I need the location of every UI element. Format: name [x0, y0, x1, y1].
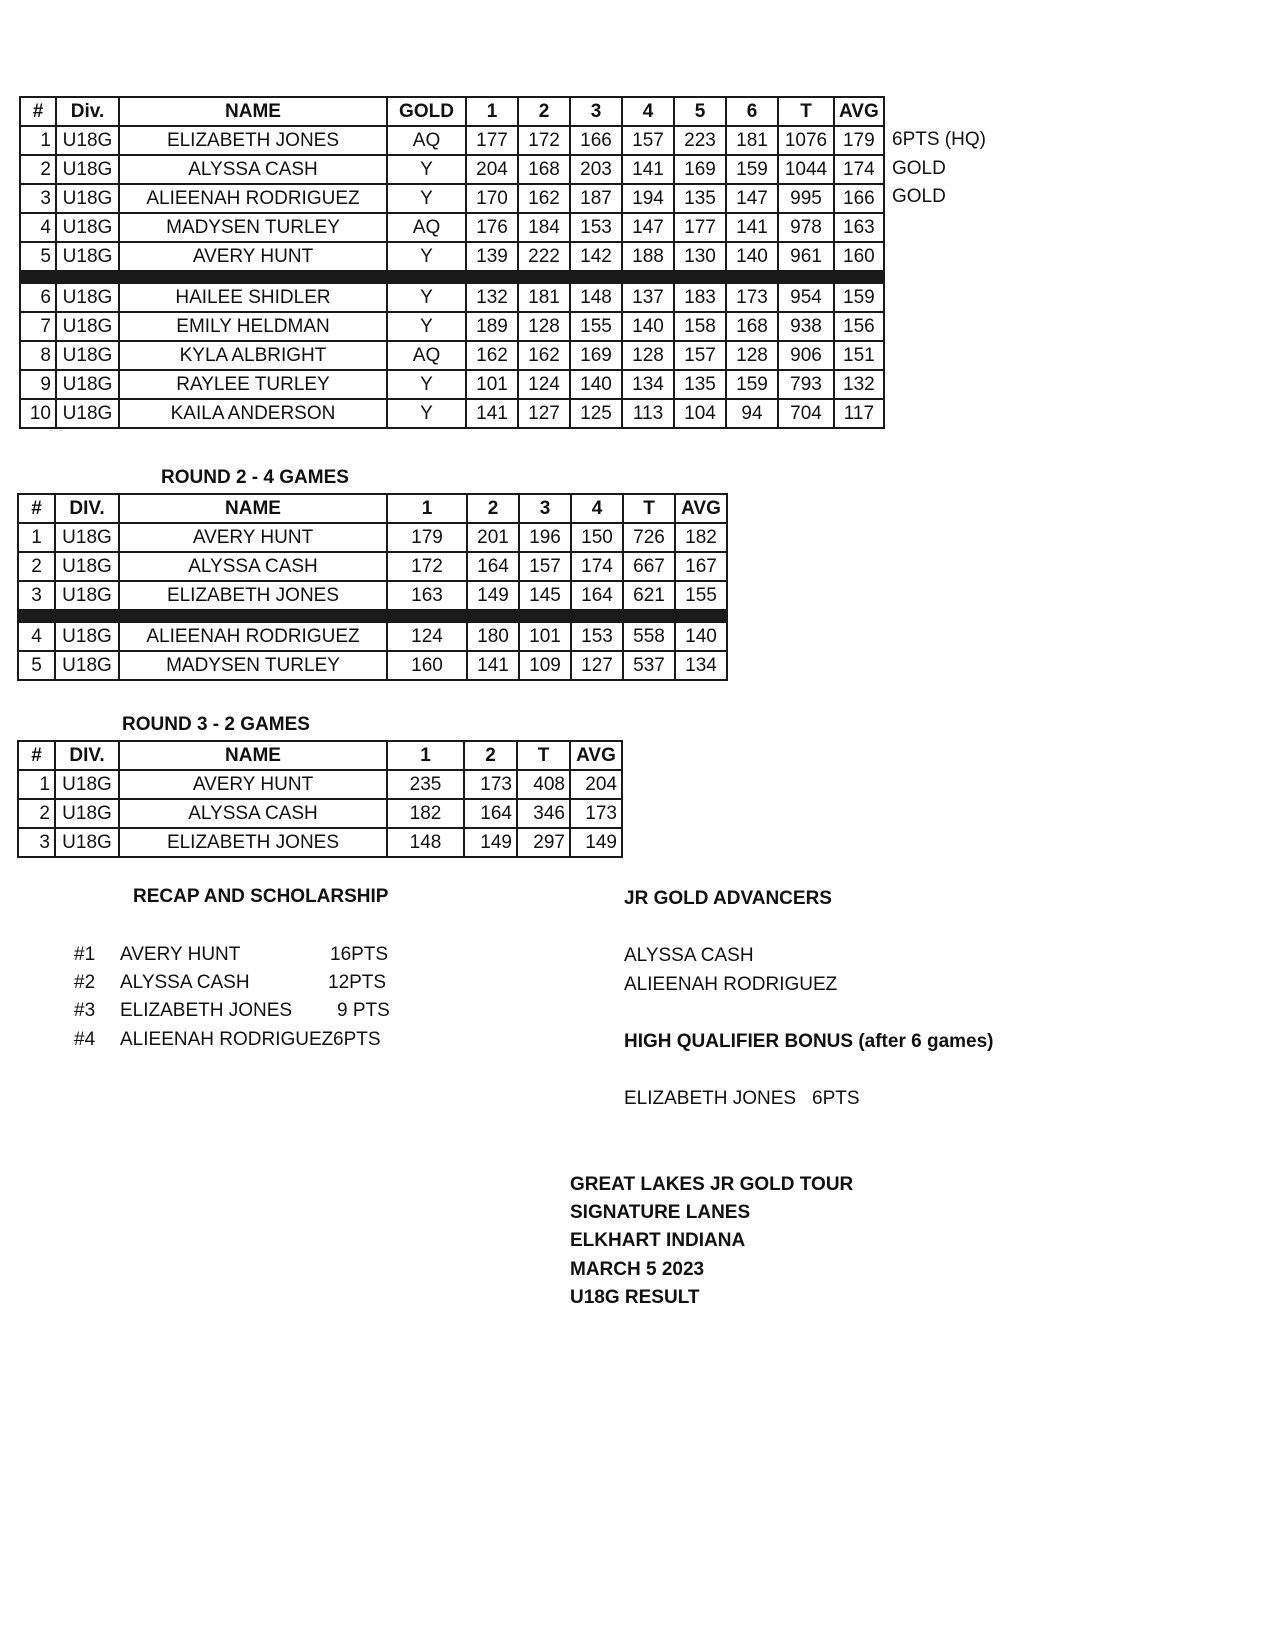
table-cell: U18G — [55, 651, 119, 680]
table-cell: 127 — [571, 651, 623, 680]
table-cell: 995 — [778, 184, 834, 213]
round2-header-row — [18, 494, 727, 523]
table-cell: 1044 — [778, 155, 834, 184]
table-cell: 168 — [518, 155, 570, 184]
table-cell: 164 — [571, 581, 623, 610]
table-cell: 223 — [674, 126, 726, 155]
column-header: 3 — [570, 97, 622, 126]
table-cell: 183 — [674, 283, 726, 312]
recap-pts-3: 9 PTS — [337, 1000, 390, 1021]
table-cell: 150 — [571, 523, 623, 552]
table-cell: 177 — [466, 126, 518, 155]
table-cell: RAYLEE TURLEY — [119, 370, 387, 399]
round1-header-row — [20, 97, 884, 126]
table-row — [20, 341, 884, 370]
table-cell: 94 — [726, 399, 778, 428]
table-cell: 127 — [518, 399, 570, 428]
table-row — [18, 828, 622, 857]
table-cell: 170 — [466, 184, 518, 213]
table-cell: 4 — [20, 213, 56, 242]
table-cell: 346 — [517, 799, 570, 828]
table-cell: 1076 — [778, 126, 834, 155]
table-cell: HAILEE SHIDLER — [119, 283, 387, 312]
table-row — [18, 651, 727, 680]
table-cell: U18G — [56, 341, 119, 370]
table-cell: 163 — [834, 213, 884, 242]
table-cell: 141 — [726, 213, 778, 242]
table-cell: 3 — [20, 184, 56, 213]
recap-rank-2: #2 — [74, 972, 96, 993]
table-cell: 537 — [623, 651, 675, 680]
table-cell: 166 — [570, 126, 622, 155]
column-header: 5 — [674, 97, 726, 126]
table-cell: 173 — [570, 799, 622, 828]
column-header: 1 — [387, 494, 467, 523]
table-cell: U18G — [55, 581, 119, 610]
table-cell: 2 — [18, 799, 55, 828]
table-cell: 10 — [20, 399, 56, 428]
table-cell: 2 — [20, 155, 56, 184]
table-cell: 194 — [622, 184, 674, 213]
column-header: NAME — [119, 97, 387, 126]
table-row — [18, 581, 727, 610]
round3-title: ROUND 3 - 2 GAMES — [122, 714, 310, 735]
table-cell: 149 — [467, 581, 519, 610]
table-cell: AQ — [387, 341, 466, 370]
table-cell: 137 — [622, 283, 674, 312]
table-cell: 124 — [387, 622, 467, 651]
column-header: AVG — [675, 494, 727, 523]
table-cell: 153 — [570, 213, 622, 242]
table-cell: 961 — [778, 242, 834, 271]
table-cell: AVERY HUNT — [119, 770, 387, 799]
round3-table — [17, 740, 623, 858]
column-header: DIV. — [55, 741, 119, 770]
table-row — [20, 370, 884, 399]
table-cell: U18G — [56, 155, 119, 184]
event-location: ELKHART INDIANA — [570, 1230, 746, 1251]
table-cell: 793 — [778, 370, 834, 399]
table-cell: ALYSSA CASH — [119, 799, 387, 828]
table-cell: 142 — [570, 242, 622, 271]
table-cell: Y — [387, 155, 466, 184]
table-cell: 145 — [519, 581, 571, 610]
table-row — [20, 155, 884, 184]
table-cell: ALYSSA CASH — [119, 552, 387, 581]
round1-note-2: GOLD — [892, 158, 946, 179]
table-cell: 558 — [623, 622, 675, 651]
table-cell: 156 — [834, 312, 884, 341]
table-cell: 188 — [622, 242, 674, 271]
table-cell: 140 — [622, 312, 674, 341]
table-cell: 408 — [517, 770, 570, 799]
table-cell: Y — [387, 184, 466, 213]
table-row — [20, 312, 884, 341]
table-cell: 172 — [387, 552, 467, 581]
table-cell: 117 — [834, 399, 884, 428]
advancers-title: JR GOLD ADVANCERS — [624, 888, 832, 909]
table-cell: 176 — [466, 213, 518, 242]
table-cell: Y — [387, 370, 466, 399]
table-row — [20, 283, 884, 312]
table-cell: 104 — [674, 399, 726, 428]
table-cell: U18G — [56, 399, 119, 428]
table-cell: 109 — [519, 651, 571, 680]
table-cell: 157 — [519, 552, 571, 581]
table-cell: 621 — [623, 581, 675, 610]
table-cell: 140 — [675, 622, 727, 651]
table-cell: 181 — [726, 126, 778, 155]
recap-rank-4: #4 — [74, 1029, 96, 1050]
table-cell: KAILA ANDERSON — [119, 399, 387, 428]
table-cell: 704 — [778, 399, 834, 428]
round1-note-1: 6PTS (HQ) — [892, 129, 986, 150]
table-cell: 184 — [518, 213, 570, 242]
table-cell: AVERY HUNT — [119, 242, 387, 271]
recap-pts-2: 12PTS — [328, 972, 387, 993]
table-cell: 5 — [18, 651, 55, 680]
table-cell: U18G — [55, 770, 119, 799]
table-cell: 147 — [726, 184, 778, 213]
table-cell: U18G — [55, 622, 119, 651]
table-cell: 113 — [622, 399, 674, 428]
column-header: # — [18, 741, 55, 770]
table-cell: AQ — [387, 213, 466, 242]
table-cell: 155 — [675, 581, 727, 610]
table-cell: 135 — [674, 370, 726, 399]
high-qualifier-pts: 6PTS — [812, 1088, 860, 1109]
column-header: # — [18, 494, 55, 523]
table-cell: 130 — [674, 242, 726, 271]
round3-header-row — [18, 741, 622, 770]
table-cell: 182 — [675, 523, 727, 552]
table-cell: 196 — [519, 523, 571, 552]
table-cell: 222 — [518, 242, 570, 271]
table-cell: 179 — [387, 523, 467, 552]
table-cell: Y — [387, 283, 466, 312]
table-cell: ALIEENAH RODRIGUEZ — [119, 184, 387, 213]
table-cell: 978 — [778, 213, 834, 242]
table-cell: AQ — [387, 126, 466, 155]
table-cell: 153 — [571, 622, 623, 651]
table-cell: U18G — [56, 126, 119, 155]
column-header: 2 — [464, 741, 517, 770]
table-cell: ELIZABETH JONES — [119, 126, 387, 155]
table-row — [20, 242, 884, 271]
table-cell: 181 — [518, 283, 570, 312]
table-cell: 938 — [778, 312, 834, 341]
column-header: # — [20, 97, 56, 126]
table-cell: 162 — [466, 341, 518, 370]
recap-rank-1: #1 — [74, 944, 96, 965]
table-row — [18, 622, 727, 651]
table-cell: U18G — [56, 242, 119, 271]
table-cell: 204 — [570, 770, 622, 799]
table-cell: 6 — [20, 283, 56, 312]
round1-table — [19, 96, 885, 429]
table-cell: 148 — [570, 283, 622, 312]
table-cell: 140 — [726, 242, 778, 271]
table-cell: 159 — [834, 283, 884, 312]
table-cell: 160 — [387, 651, 467, 680]
table-cell: MADYSEN TURLEY — [119, 651, 387, 680]
table-cell: 128 — [622, 341, 674, 370]
table-cell: 134 — [675, 651, 727, 680]
table-cell: 3 — [18, 581, 55, 610]
table-cell: 169 — [570, 341, 622, 370]
event-venue: SIGNATURE LANES — [570, 1202, 751, 1223]
table-cell: 168 — [726, 312, 778, 341]
recap-name-4: ALIEENAH RODRIGUEZ — [120, 1029, 334, 1050]
table-cell: 954 — [778, 283, 834, 312]
column-header: 2 — [518, 97, 570, 126]
table-cell: 159 — [726, 370, 778, 399]
table-cell: Y — [387, 399, 466, 428]
column-header: Div. — [56, 97, 119, 126]
table-row — [20, 399, 884, 428]
column-header: AVG — [834, 97, 884, 126]
table-cell: ALIEENAH RODRIGUEZ — [119, 622, 387, 651]
table-cell: 124 — [518, 370, 570, 399]
table-cell: 160 — [834, 242, 884, 271]
column-header: 3 — [519, 494, 571, 523]
table-cell: 162 — [518, 341, 570, 370]
table-cell: 167 — [675, 552, 727, 581]
table-cell: 157 — [674, 341, 726, 370]
table-cell: 141 — [622, 155, 674, 184]
table-cell: 101 — [519, 622, 571, 651]
table-cell: 187 — [570, 184, 622, 213]
table-row — [18, 799, 622, 828]
column-header: 2 — [467, 494, 519, 523]
table-cell: 726 — [623, 523, 675, 552]
table-cell: 7 — [20, 312, 56, 341]
table-cell: 182 — [387, 799, 464, 828]
table-cell: 141 — [467, 651, 519, 680]
table-cell: ELIZABETH JONES — [119, 828, 387, 857]
column-header: 4 — [571, 494, 623, 523]
recap-name-3: ELIZABETH JONES — [120, 1000, 293, 1021]
table-cell: ALYSSA CASH — [119, 155, 387, 184]
recap-name-1: AVERY HUNT — [120, 944, 241, 965]
table-cell: 1 — [18, 770, 55, 799]
table-cell: 132 — [834, 370, 884, 399]
table-cell: 128 — [518, 312, 570, 341]
table-cell: 163 — [387, 581, 467, 610]
table-cell: 149 — [464, 828, 517, 857]
round2-table — [17, 493, 728, 681]
round2-title: ROUND 2 - 4 GAMES — [161, 467, 349, 488]
table-cell: 101 — [466, 370, 518, 399]
table-cell: 174 — [571, 552, 623, 581]
table-row — [18, 523, 727, 552]
table-cell: 128 — [726, 341, 778, 370]
table-cell: Y — [387, 242, 466, 271]
table-cell: 166 — [834, 184, 884, 213]
table-cell: 2 — [18, 552, 55, 581]
high-qualifier-title: HIGH QUALIFIER BONUS (after 6 games) — [624, 1031, 994, 1052]
table-cell: 203 — [570, 155, 622, 184]
table-cell: KYLA ALBRIGHT — [119, 341, 387, 370]
table-cell: 297 — [517, 828, 570, 857]
table-cell: 4 — [18, 622, 55, 651]
table-cell: 148 — [387, 828, 464, 857]
table-cell: U18G — [55, 799, 119, 828]
recap-pts-4: 6PTS — [333, 1029, 381, 1050]
table-cell: 9 — [20, 370, 56, 399]
column-header: 1 — [387, 741, 464, 770]
table-cell: 906 — [778, 341, 834, 370]
table-cell: U18G — [55, 552, 119, 581]
recap-rank-3: #3 — [74, 1000, 96, 1021]
table-cell: 147 — [622, 213, 674, 242]
table-cell: 173 — [464, 770, 517, 799]
table-cell: U18G — [56, 184, 119, 213]
recap-name-2: ALYSSA CASH — [120, 972, 250, 993]
recap-title: RECAP AND SCHOLARSHIP — [133, 886, 389, 907]
column-header: DIV. — [55, 494, 119, 523]
table-cell: ELIZABETH JONES — [119, 581, 387, 610]
table-cell: 235 — [387, 770, 464, 799]
event-date: MARCH 5 2023 — [570, 1259, 705, 1280]
round2-cut-divider — [18, 610, 727, 622]
table-cell: U18G — [56, 312, 119, 341]
table-cell: 139 — [466, 242, 518, 271]
table-cell: U18G — [56, 283, 119, 312]
column-header: NAME — [119, 741, 387, 770]
table-cell: 3 — [18, 828, 55, 857]
event-result-label: U18G RESULT — [570, 1287, 700, 1308]
table-cell: 179 — [834, 126, 884, 155]
qualifier-cut-divider — [20, 271, 884, 283]
table-cell: 155 — [570, 312, 622, 341]
advancer-name-2: ALIEENAH RODRIGUEZ — [624, 974, 838, 995]
table-cell: 174 — [834, 155, 884, 184]
table-row — [20, 126, 884, 155]
table-cell: 135 — [674, 184, 726, 213]
table-cell: 1 — [18, 523, 55, 552]
table-cell: EMILY HELDMAN — [119, 312, 387, 341]
table-cell: 162 — [518, 184, 570, 213]
table-cell: 140 — [570, 370, 622, 399]
table-cell: 177 — [674, 213, 726, 242]
table-cell: 157 — [622, 126, 674, 155]
table-cell: 164 — [464, 799, 517, 828]
column-header: 6 — [726, 97, 778, 126]
column-header: T — [623, 494, 675, 523]
table-cell: 189 — [466, 312, 518, 341]
table-cell: 159 — [726, 155, 778, 184]
table-cell: 149 — [570, 828, 622, 857]
table-row — [18, 770, 622, 799]
table-cell: 8 — [20, 341, 56, 370]
high-qualifier-name: ELIZABETH JONES — [624, 1088, 797, 1109]
table-cell: 172 — [518, 126, 570, 155]
column-header: T — [517, 741, 570, 770]
table-row — [18, 552, 727, 581]
table-cell: MADYSEN TURLEY — [119, 213, 387, 242]
table-cell: 132 — [466, 283, 518, 312]
table-cell: 164 — [467, 552, 519, 581]
advancer-name-1: ALYSSA CASH — [624, 945, 754, 966]
table-cell: 158 — [674, 312, 726, 341]
table-cell: 125 — [570, 399, 622, 428]
table-cell: 141 — [466, 399, 518, 428]
column-header: NAME — [119, 494, 387, 523]
round1-note-3: GOLD — [892, 186, 946, 207]
table-cell: AVERY HUNT — [119, 523, 387, 552]
table-cell: 151 — [834, 341, 884, 370]
column-header: GOLD — [387, 97, 466, 126]
table-cell: 134 — [622, 370, 674, 399]
table-cell: 5 — [20, 242, 56, 271]
table-cell: 169 — [674, 155, 726, 184]
table-cell: U18G — [55, 523, 119, 552]
column-header: 4 — [622, 97, 674, 126]
event-tour: GREAT LAKES JR GOLD TOUR — [570, 1174, 854, 1195]
table-cell: Y — [387, 312, 466, 341]
table-cell: 667 — [623, 552, 675, 581]
table-cell: U18G — [55, 828, 119, 857]
table-cell: U18G — [56, 213, 119, 242]
table-cell: 204 — [466, 155, 518, 184]
table-cell: U18G — [56, 370, 119, 399]
column-header: 1 — [466, 97, 518, 126]
column-header: AVG — [570, 741, 622, 770]
table-row — [20, 213, 884, 242]
table-cell: 180 — [467, 622, 519, 651]
table-cell: 173 — [726, 283, 778, 312]
table-cell: 201 — [467, 523, 519, 552]
recap-pts-1: 16PTS — [330, 944, 389, 965]
table-row — [20, 184, 884, 213]
table-cell: 1 — [20, 126, 56, 155]
column-header: T — [778, 97, 834, 126]
